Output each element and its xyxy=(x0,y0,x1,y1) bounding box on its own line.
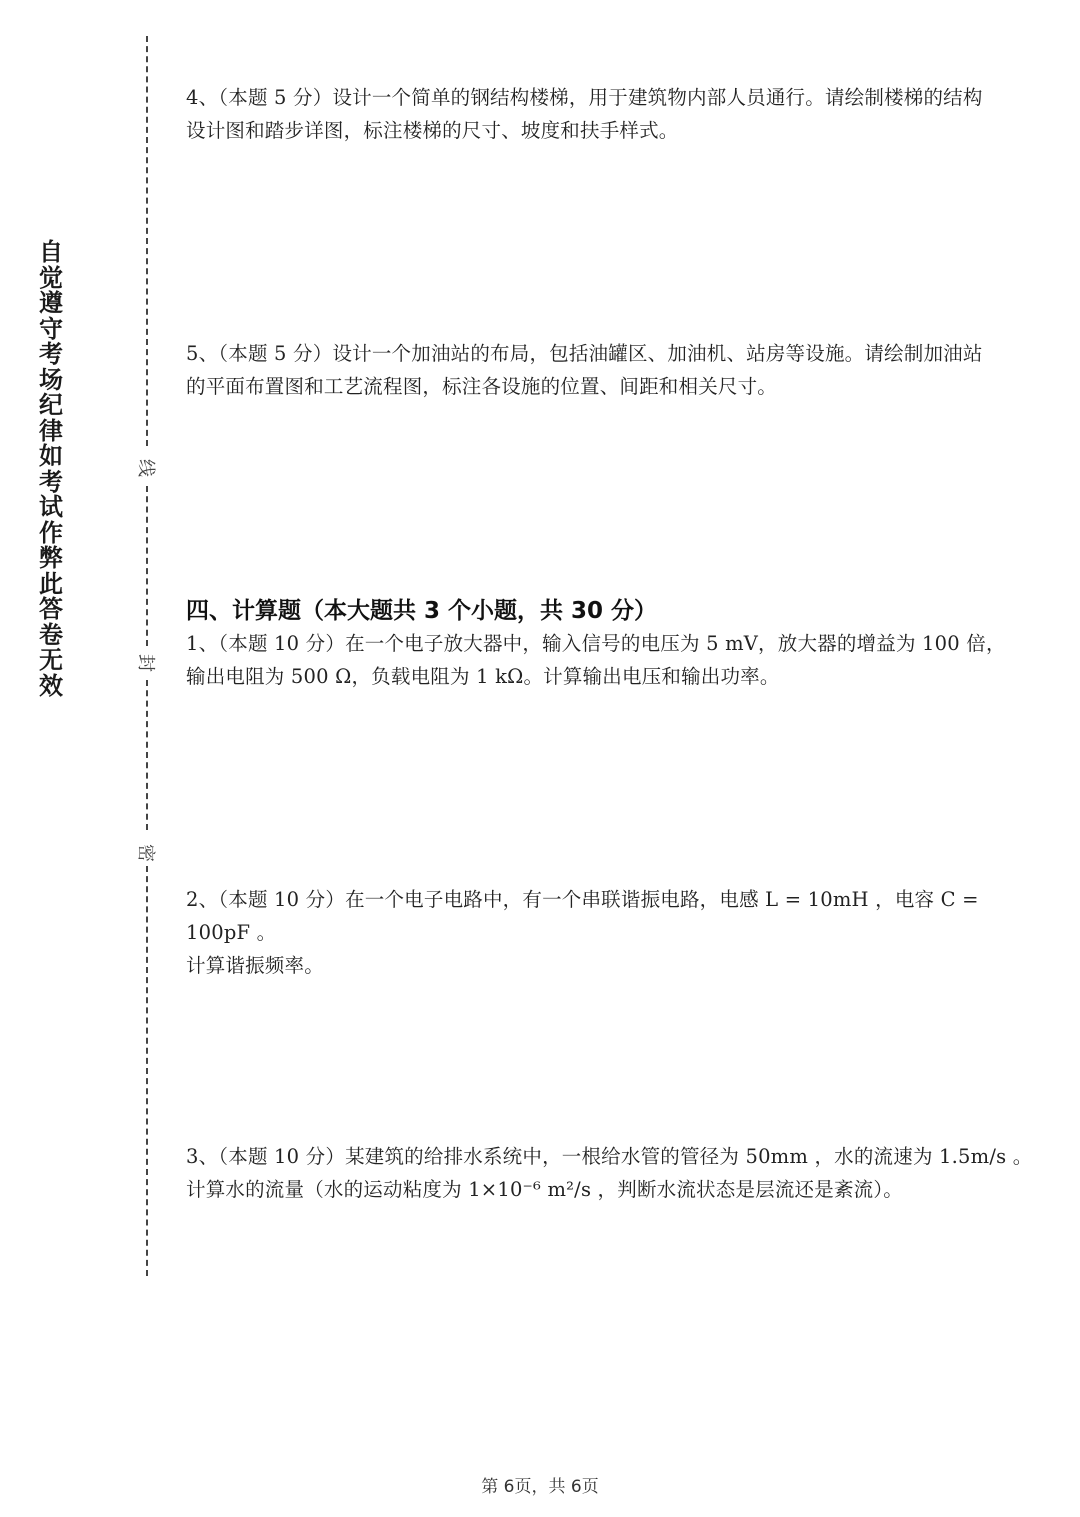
question-text-line: 4、（本题 5 分）设计一个简单的钢结构楼梯，用于建筑物内部人员通行。请绘制楼梯的结构 xyxy=(186,86,983,109)
exam-discipline-notice: 自 觉 遵 守 考 场 纪 律 如 考 试 作 弊 此 答 卷 无 效 xyxy=(39,238,63,700)
question-text-line: 计算水的流量（水的运动粘度为 1×10⁻⁶ m²/s ，判断水流状态是层流还是紊流）。 xyxy=(186,1178,903,1201)
question-text-line: 计算谐振频率。 xyxy=(186,954,324,977)
question-text-line: 的平面布置图和工艺流程图，标注各设施的位置、间距和相关尺寸。 xyxy=(186,375,778,398)
question-design-5 xyxy=(186,337,1046,403)
cut-line-segment xyxy=(146,680,148,830)
question-text-line: 1、（本题 10 分）在一个电子放大器中，输入信号的电压为 5 mV，放大器的增益为 100 倍， xyxy=(186,632,1006,655)
question-text-line: 3、（本题 10 分）某建筑的给排水系统中，一根给水管的管径为 50mm ，水的流速为 1.5m/s 。 xyxy=(186,1145,1033,1168)
question-text-line: 2、（本题 10 分）在一个电子电路中，有一个串联谐振电路，电感 L = 10mH ，电容 C = 100pF 。 xyxy=(186,888,979,944)
section-title-calculation: 四、计算题（本大题共 3 个小题，共 30 分） xyxy=(186,598,658,624)
cut-line-segment xyxy=(146,866,148,1276)
question-calc-2 xyxy=(186,883,1046,982)
question-text-line: 输出电阻为 500 Ω，负载电阻为 1 kΩ。计算输出电压和输出功率。 xyxy=(186,665,780,688)
cut-label-secret: 密 xyxy=(135,844,156,862)
cut-label-line: 线 xyxy=(135,459,156,477)
cut-line-segment xyxy=(146,36,148,446)
question-calc-1 xyxy=(186,627,1046,693)
cut-line-segment xyxy=(146,486,148,646)
question-text-line: 5、（本题 5 分）设计一个加油站的布局，包括油罐区、加油机、站房等设施。请绘制加油站 xyxy=(186,342,983,365)
question-design-4 xyxy=(186,81,1046,147)
page-indicator: 第 6页，共 6页 xyxy=(481,1477,599,1497)
question-text-line: 设计图和踏步详图，标注楼梯的尺寸、坡度和扶手样式。 xyxy=(186,119,679,142)
question-calc-3 xyxy=(186,1140,1046,1206)
cut-label-seal: 封 xyxy=(135,654,156,672)
